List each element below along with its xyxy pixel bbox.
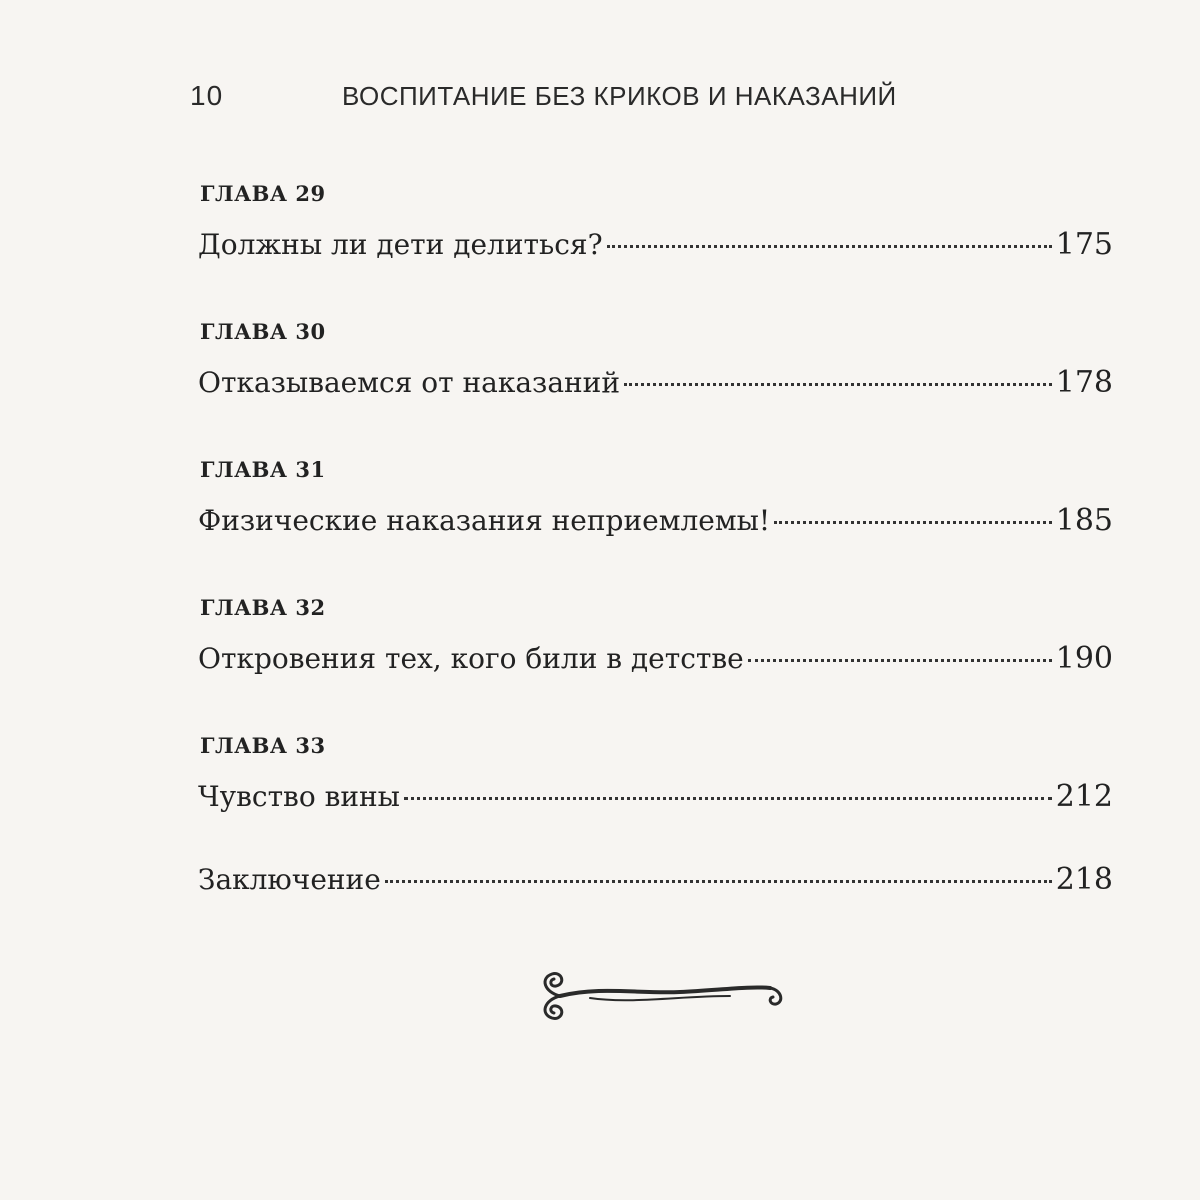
page-number: 10 [190, 80, 224, 111]
toc-entry [198, 777, 1113, 817]
chapter-label: ГЛАВА 33 [200, 733, 326, 758]
page-header [190, 76, 1110, 116]
chapter-label: ГЛАВА 32 [200, 595, 326, 620]
dot-leader [748, 659, 1052, 662]
toc-chapter [198, 730, 1113, 858]
toc-chapter [198, 454, 1113, 592]
toc-entry [198, 501, 1113, 541]
entry-page-number: 178 [1055, 365, 1113, 400]
dot-leader [607, 245, 1052, 248]
toc-entry-conclusion [198, 860, 1113, 900]
entry-page-number: 185 [1055, 503, 1113, 538]
dot-leader [385, 880, 1052, 883]
toc-chapter [198, 316, 1113, 454]
toc-entry [198, 639, 1113, 679]
chapter-label: ГЛАВА 29 [200, 181, 326, 206]
running-title: ВОСПИТАНИЕ БЕЗ КРИКОВ И НАКАЗАНИЙ [342, 80, 897, 111]
entry-title: Должны ли дети делиться? [198, 228, 603, 261]
chapter-label: ГЛАВА 30 [200, 319, 326, 344]
toc-chapter [198, 592, 1113, 730]
dot-leader [774, 521, 1052, 524]
toc-entry [198, 225, 1113, 265]
entry-title: Чувство вины [198, 780, 400, 813]
entry-title: Откровения тех, кого били в детстве [198, 642, 744, 675]
decorative-flourish-icon [530, 968, 790, 1028]
entry-page-number: 218 [1055, 862, 1113, 897]
entry-title: Отказываемся от наказаний [198, 366, 620, 399]
entry-page-number: 175 [1055, 227, 1113, 262]
dot-leader [404, 797, 1052, 800]
entry-page-number: 190 [1055, 641, 1113, 676]
dot-leader [624, 383, 1052, 386]
chapter-label: ГЛАВА 31 [200, 457, 326, 482]
entry-title: Заключение [198, 863, 381, 896]
toc-chapter [198, 178, 1113, 316]
toc-entry [198, 363, 1113, 403]
entry-page-number: 212 [1055, 779, 1113, 814]
table-of-contents [198, 178, 1113, 900]
entry-title: Физические наказания неприемлемы! [198, 504, 771, 537]
